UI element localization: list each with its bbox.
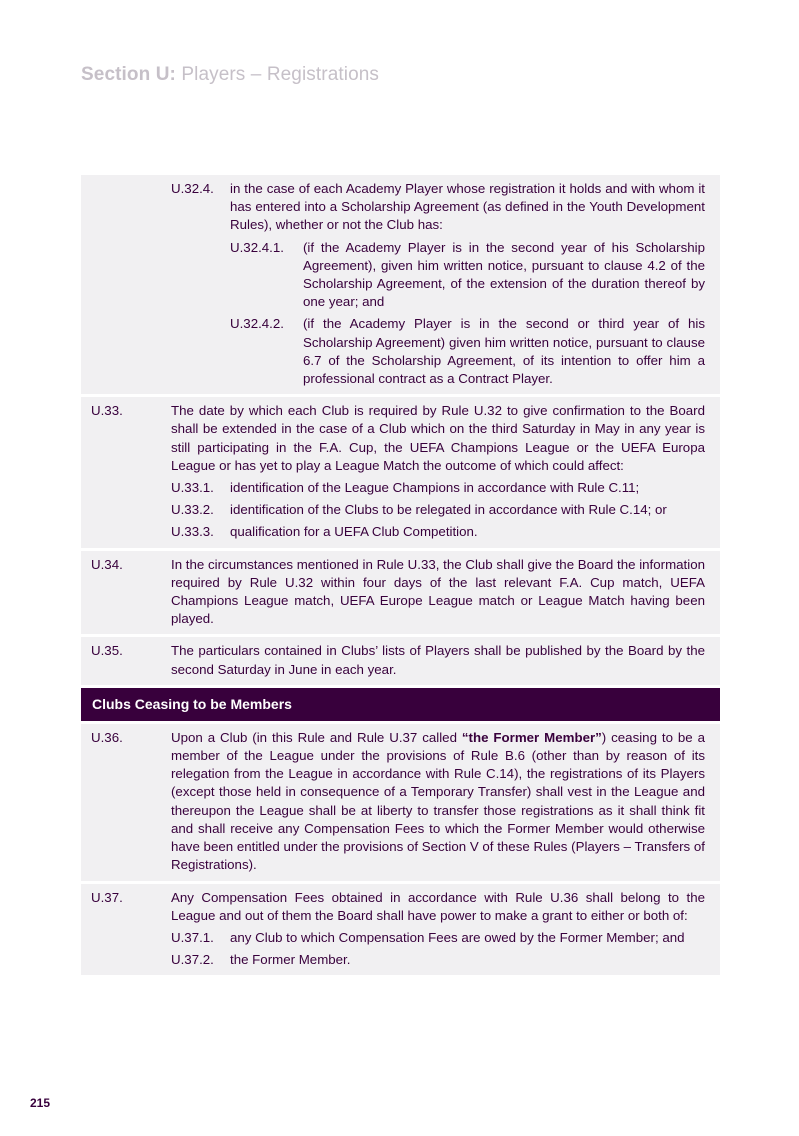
rule-text: identification of the League Champions in accordance with Rule C.11; [230,480,640,496]
rule-text: The date by which each Club is required by Rule U.32 to give confirmation to the Board shall be extended in the case of a Club which on the third Saturday in May in any year is still participating in the F.A. Cup, the UEFA Champions League or the UEFA Europa League or has yet to play a League Match the outcome of which could affect: [171,403,705,473]
rule-block-u32-4 [81,175,720,397]
section-title: Players – Registrations [181,64,380,85]
rule-number: U.32.4.1. [230,239,284,255]
rule-number: U.37. [91,889,123,905]
rule-text: in the case of each Academy Player whose registration it holds and with whom it has entered into a Scholarship Agreement (as defined in the Youth Development Rules), whether or not the Club has: [230,181,705,233]
rule-block-u36 [81,724,720,884]
defined-term: “the Former Member” [461,729,602,745]
rule-number: U.37.2. [171,952,214,968]
rule-text: In the circumstances mentioned in Rule U.33, the Club shall give the Board the information required by Rule U.32 within four days of the last relevant F.A. Cup match, UEFA Champions League match, UEFA Europe League match or League Match having been played. [171,556,705,627]
rule-number: U.36. [91,729,123,745]
rule-block-u35 [81,637,720,687]
rule-block-u34 [81,551,720,638]
rule-number: U.33.2. [171,502,214,518]
rule-number: U.33.1. [171,480,214,496]
rule-text: (if the Academy Player is in the second year of his Scholarship Agreement), given him written notice, pursuant to clause 4.2 of the Scholarship Agreement, of the extension of the duration thereof by one year; and [303,239,705,310]
section-label: Section U: [81,64,176,85]
rule-number: U.33.3. [171,524,214,540]
rule-number: U.32.4.2. [230,316,284,332]
rule-text: (if the Academy Player is in the second or third year of his Scholarship Agreement) given him written notice, pursuant to clause 6.7 of the Scholarship Agreement, of its intention to offer him a professional contract as a Contract Player. [303,316,705,387]
rule-text: Any Compensation Fees obtained in accordance with Rule U.36 shall belong to the League and out of them the Board shall have power to make a grant to either or both of: [171,889,705,923]
rule-number: U.37.1. [171,929,214,945]
rule-number: U.34. [91,556,123,572]
rule-text: qualification for a UEFA Club Competition. [230,524,478,540]
rule-number: U.35. [91,643,123,659]
rule-text: the Former Member. [230,952,351,968]
rule-text: any Club to which Compensation Fees are owed by the Former Member; and [230,929,685,945]
rule-text: identification of the Clubs to be relegated in accordance with Rule C.14; or [230,502,667,518]
rule-text: The particulars contained in Clubs’ lists of Players shall be published by the Board by the second Saturday in June in each year. [171,643,705,677]
rules-content [81,175,720,978]
section-header [81,64,379,86]
rule-number: U.33. [91,403,123,419]
section-banner: Clubs Ceasing to be Members [81,688,720,724]
page-number: 215 [30,1096,51,1110]
rule-text: Upon a Club (in this Rule and Rule U.37 called “the Former Member”) ceasing to be a member of the League under the provisions of Rule B.6 (other than by reason of its relegation from the League in accordance with Rule C.14), the registrations of its Players (except those held in consequence of a Temporary Transfer) shall vest in the League and thereupon the League shall be at liberty to transfer those registrations as it shall think fit and shall receive any Compensation Fees to which the Former Member would otherwise have been entitled under the provisions of Section V of these Rules (Players – Transfers of Registrations). [171,729,706,873]
rule-block-u37 [81,884,720,979]
rule-block-u33 [81,397,720,550]
rule-number: U.32.4. [171,181,214,196]
